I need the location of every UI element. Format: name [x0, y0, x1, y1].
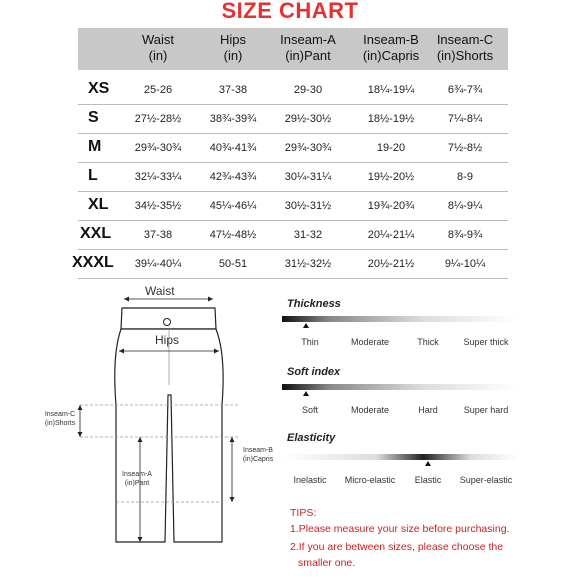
row-size-label: M [88, 138, 102, 155]
table-cell: 20½-21½ [367, 258, 415, 270]
row-divider [78, 104, 508, 105]
row-divider [78, 278, 508, 279]
thickness-level: Thin [301, 337, 319, 347]
inseam-c-line1: Inseam-C [44, 411, 76, 418]
table-cell: 38¾-39¾ [209, 113, 257, 125]
table-cell: 32¼-33¼ [134, 171, 182, 183]
table-cell: 37-38 [143, 229, 173, 241]
tips-line2b: smaller one. [298, 557, 356, 569]
table-cell: 19½-20½ [367, 171, 415, 183]
table-cell: 7¼-8¼ [447, 113, 483, 125]
table-cell: 19-20 [376, 142, 406, 154]
table-cell: 29-30 [293, 84, 323, 96]
table-cell: 39¼-40¼ [134, 258, 182, 270]
thickness-level: Moderate [350, 337, 390, 347]
table-cell: 40¾-41¾ [209, 142, 257, 154]
row-size-label: XL [88, 196, 109, 213]
table-cell: 9¼-10¼ [444, 258, 486, 270]
inseam-a-line2: (in)Pant [124, 480, 150, 487]
table-cell: 6¾-7¾ [447, 84, 483, 96]
col-header-line1: Hips [219, 32, 246, 47]
table-cell: 34½-35½ [134, 200, 182, 212]
col-header-inseam-a [263, 32, 353, 64]
inseam-a-label [117, 470, 157, 488]
table-cell: 37-38 [218, 84, 248, 96]
soft-index-level: Hard [418, 405, 438, 415]
tips-heading: TIPS: [290, 507, 317, 519]
table-cell: 8-9 [457, 171, 473, 183]
row-divider [78, 220, 508, 221]
table-cell: 31-32 [293, 229, 323, 241]
soft-index-level: Moderate [350, 405, 390, 415]
table-cell: 18¼-19¼ [367, 84, 415, 96]
waist-label: Waist [145, 284, 175, 298]
table-cell: 45¼-46¼ [209, 200, 257, 212]
elasticity-title: Elasticity [287, 432, 336, 444]
inseam-a-line1: Inseam-A [122, 471, 152, 478]
thickness-title: Thickness [287, 298, 341, 310]
inseam-c-label [40, 410, 80, 428]
table-cell: 42¾-43¾ [209, 171, 257, 183]
thickness-level: Super thick [463, 337, 509, 347]
table-cell: 19¾-20¾ [367, 200, 415, 212]
table-cell: 29¾-30¾ [284, 142, 332, 154]
table-cell: 8¼-9¼ [447, 200, 483, 212]
inseam-b-label [236, 446, 280, 464]
table-cell: 25-26 [143, 84, 173, 96]
tips-line1: 1.Please measure your size before purchasing. [290, 523, 510, 535]
table-cell: 31½-32½ [284, 258, 332, 270]
row-size-label: XXL [80, 225, 112, 242]
row-divider [78, 249, 508, 250]
row-divider [78, 162, 508, 163]
chart-title: SIZE CHART [221, 0, 359, 23]
thickness-marker [303, 323, 309, 328]
col-header-line1: Inseam-C [436, 32, 494, 47]
soft-index-bar [282, 384, 518, 390]
col-header-line2: (in)Pant [285, 48, 331, 63]
row-size-label: S [88, 109, 99, 126]
inseam-c-line2: (in)Shorts [44, 420, 76, 427]
table-cell: 30½-31½ [284, 200, 332, 212]
table-cell: 47½-48½ [209, 229, 257, 241]
table-cell: 29½-30½ [284, 113, 332, 125]
row-size-label: XXXL [72, 254, 114, 271]
elasticity-level: Micro-elastic [344, 475, 396, 485]
elasticity-bar [282, 454, 518, 460]
col-header-line2: (in)Capris [362, 48, 420, 63]
row-divider [78, 191, 508, 192]
table-cell: 27½-28½ [134, 113, 182, 125]
row-size-label: XS [88, 80, 110, 97]
pants-diagram [0, 285, 270, 580]
elasticity-level: Elastic [414, 475, 442, 485]
table-cell: 18½-19½ [367, 113, 415, 125]
col-header-line2: (in)Shorts [436, 48, 494, 63]
elasticity-marker [425, 461, 431, 466]
col-header-line1: Inseam-B [363, 32, 419, 47]
table-cell: 50-51 [218, 258, 248, 270]
soft-index-marker [303, 391, 309, 396]
elasticity-level: Super-elastic [459, 475, 513, 485]
col-header-line1: Waist [141, 32, 175, 47]
tips-line2a: 2.If you are between sizes, please choose the [290, 541, 504, 553]
col-header-inseam-c [420, 32, 510, 64]
soft-index-level: Soft [301, 405, 318, 415]
col-header-line1: Inseam-A [280, 32, 336, 47]
thickness-level: Thick [417, 337, 439, 347]
soft-index-level: Super hard [463, 405, 509, 415]
col-header-line2: (in) [148, 48, 168, 63]
row-size-label: L [88, 167, 98, 184]
elasticity-level: Inelastic [293, 475, 327, 485]
table-cell: 29¾-30¾ [134, 142, 182, 154]
table-cell: 8¾-9¾ [447, 229, 483, 241]
row-divider [78, 133, 508, 134]
hips-label: Hips [155, 333, 180, 347]
table-cell: 30¼-31¼ [284, 171, 332, 183]
inseam-b-line2: (in)Capris [242, 456, 274, 463]
table-cell: 7½-8½ [447, 142, 483, 154]
thickness-bar [282, 316, 518, 322]
table-cell: 20¼-21¼ [367, 229, 415, 241]
soft-index-title: Soft index [287, 366, 341, 378]
inseam-b-line1: Inseam-B [243, 447, 273, 454]
col-header-line2: (in) [223, 48, 243, 63]
